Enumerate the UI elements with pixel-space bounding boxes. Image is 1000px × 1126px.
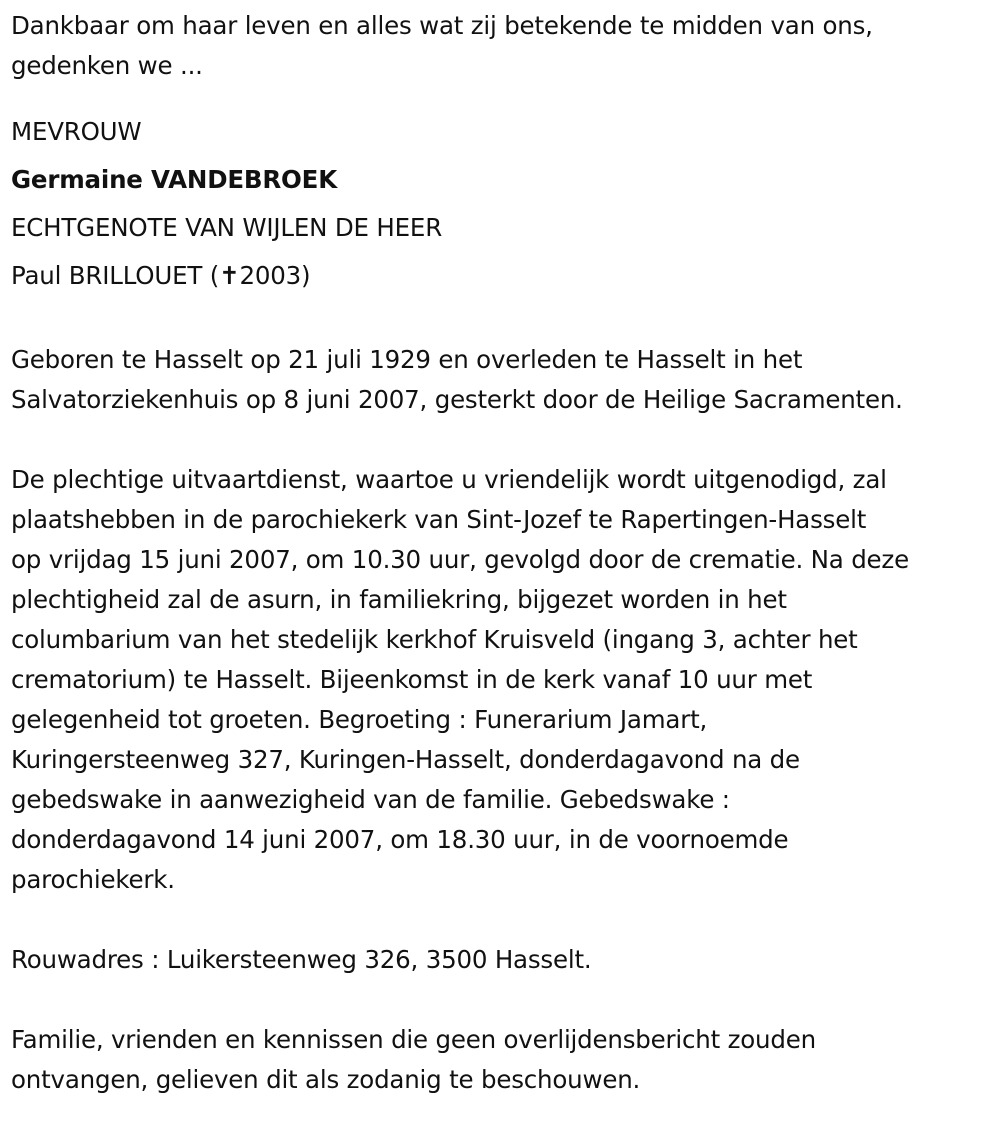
relation-text: ECHTGENOTE VAN WIJLEN DE HEER [11, 213, 443, 242]
mourning-address: Rouwadres : Luikersteenweg 326, 3500 Hasselt. [11, 945, 592, 974]
spouse-line [11, 252, 992, 300]
birth-death-paragraph: Geboren te Hasselt op 21 juli 1929 en overleden te Hasselt in het Salvatorziekenhuis op 8 juni 2007, gesterkt door de Heilige Sacramenten. [11, 345, 903, 414]
closing-paragraph: Familie, vrienden en kennissen die geen overlijdensbericht zouden ontvangen, gelieven dit als zodanig te beschouwen. [11, 1025, 816, 1094]
intro-paragraph: Dankbaar om haar leven en alles wat zij betekende te midden van ons, gedenken we ... [11, 11, 873, 80]
spouse-year: 2003) [239, 261, 311, 290]
deceased-name: Germaine VANDEBROEK [11, 165, 337, 194]
funeral-info-paragraph: De plechtige uitvaartdienst, waartoe u vriendelijk wordt uitgenodigd, zal plaatshebben in de parochiekerk van Sint-Jozef te Rapertingen-Hasselt op vrijdag 15 juni 2007, om 10.30 uur, gevolgd door de crematie. Na deze plechtigheid zal de asurn, in familiekring, bijgezet worden in het columbarium van het stedelijk kerkhof Kruisveld (ingang 3, achter het crematorium) te Hasselt. Bijeenkomst in de kerk vanaf 10 uur met gelegenheid tot groeten. Begroeting : Funerarium Jamart, Kuringersteenweg 327, Kuringen-Hasselt, donderdagavond na de gebedswake in aanwezigheid van de familie. Gebedswake : donderdagavond 14 juni 2007, om 18.30 uur, in de voornoemde parochiekerk. [11, 465, 909, 894]
deceased-title: MEVROUW [11, 117, 142, 146]
deceased-block [11, 108, 992, 300]
spouse-name: Paul BRILLOUET ( [11, 261, 220, 290]
cross-icon: ✝ [219, 261, 240, 290]
